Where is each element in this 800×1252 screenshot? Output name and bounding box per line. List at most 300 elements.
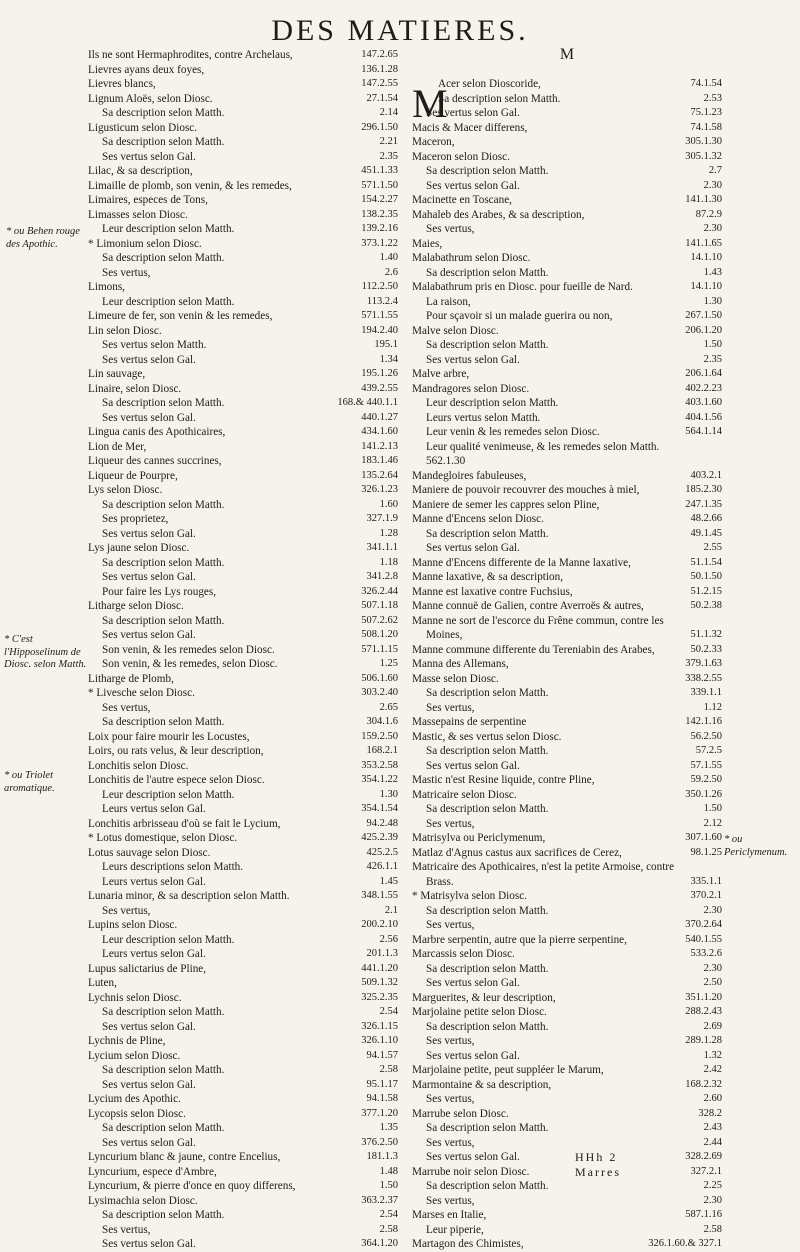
index-entry xyxy=(412,759,722,774)
entry-page-ref: 1.30 xyxy=(379,788,398,800)
entry-text: Malabathrum selon Diosc. xyxy=(412,252,531,264)
index-entry xyxy=(88,193,398,208)
entry-text: Sa description selon Matth. xyxy=(426,1122,549,1134)
entry-text: Sa description selon Matth. xyxy=(426,266,549,279)
entry-text: Martagon des Chimistes, xyxy=(412,1238,524,1250)
entry-text: Ses vertus selon Gal. xyxy=(426,542,520,554)
index-entry xyxy=(412,498,722,513)
entry-page-ref: 2.54 xyxy=(379,1209,398,1220)
index-entry xyxy=(88,817,398,832)
index-entry xyxy=(88,208,398,223)
index-entry xyxy=(412,556,722,571)
entry-page-ref: 75.1.23 xyxy=(690,107,722,118)
index-entry xyxy=(412,730,722,745)
index-entry xyxy=(88,367,398,382)
index-entry xyxy=(88,657,398,672)
entry-text: Lysimachia selon Diosc. xyxy=(88,1194,198,1207)
index-entry xyxy=(412,802,722,817)
entry-page-ref: 288.2.43 xyxy=(685,1006,722,1017)
entry-page-ref: 27.1.54 xyxy=(366,92,398,104)
entry-text: Ses vertus, xyxy=(426,919,475,931)
margin-note-triolet: * ou Triolet aromatique. xyxy=(4,770,55,794)
index-entry xyxy=(88,135,398,150)
entry-text: Leur venin & les remedes selon Diosc. xyxy=(426,426,600,438)
entry-page-ref: 154.2.27 xyxy=(361,194,398,205)
entry-page-ref: 1.40 xyxy=(379,252,398,263)
entry-page-ref: 50.2.33 xyxy=(690,643,722,655)
entry-page-ref: 2.65 xyxy=(379,701,398,713)
entry-page-ref: 508.1.20 xyxy=(361,629,398,640)
entry-page-ref: 376.2.50 xyxy=(361,1136,398,1148)
entry-text: Leur qualité venimeuse, & les remedes selon Matth. xyxy=(426,440,660,453)
index-entry xyxy=(412,599,722,614)
entry-page-ref: 326.1.10 xyxy=(361,1035,398,1046)
entry-text: Manne laxative, & sa description, xyxy=(412,571,563,583)
index-entry xyxy=(88,1092,398,1107)
entry-page-ref: 1.43 xyxy=(703,266,722,278)
entry-text: Malve selon Diosc. xyxy=(412,324,499,337)
index-entry xyxy=(88,701,398,716)
entry-text: Limaires, especes de Tons, xyxy=(88,194,208,206)
index-entry xyxy=(412,628,722,643)
margin-note-hipposelinum: * C'est l'Hipposelinum de Diosc. selon Matth. xyxy=(4,634,87,670)
index-entry xyxy=(88,382,398,397)
index-entry xyxy=(412,846,722,861)
index-entry xyxy=(412,1063,722,1078)
entry-page-ref: 2.14 xyxy=(379,107,398,118)
entry-text: Malabathrum pris en Diosc. pour fueille de Nard. xyxy=(412,281,633,293)
entry-page-ref: 1.45 xyxy=(379,875,398,887)
index-entry xyxy=(88,1049,398,1064)
entry-text: Son venin, & les remedes, selon Diosc. xyxy=(102,658,278,670)
index-entry xyxy=(412,1078,722,1093)
entry-text: Sa description selon Matth. xyxy=(426,803,549,815)
entry-text: Ses vertus selon Gal. xyxy=(426,1151,520,1163)
index-entry xyxy=(88,48,398,63)
index-entry xyxy=(412,309,722,324)
index-entry xyxy=(88,266,398,281)
entry-page-ref: 353.2.58 xyxy=(361,759,398,771)
entry-text: Litharge selon Diosc. xyxy=(88,600,184,612)
entry-text: Leurs descriptions selon Matth. xyxy=(102,861,244,873)
index-entry xyxy=(88,1179,398,1194)
entry-page-ref: 507.1.18 xyxy=(361,600,398,611)
index-entry xyxy=(88,411,398,426)
entry-page-ref: 326.1.60.& 327.1 xyxy=(648,1238,722,1249)
entry-page-ref: 147.2.65 xyxy=(361,49,398,60)
entry-page-ref: 2.7 xyxy=(708,165,722,176)
entry-page-ref xyxy=(719,454,722,469)
entry-page-ref: 14.1.10 xyxy=(690,252,722,263)
entry-page-ref: 327.1.9 xyxy=(366,513,398,524)
index-entry xyxy=(88,1034,398,1049)
entry-text: Lonchitis de l'autre espece selon Diosc. xyxy=(88,774,265,786)
index-entry xyxy=(412,512,722,527)
index-entry xyxy=(88,338,398,353)
entry-text: Ses vertus selon Gal. xyxy=(426,1049,520,1062)
entry-page-ref: 98.1.25 xyxy=(690,846,722,858)
entry-text: Sa description selon Matth. xyxy=(102,614,225,627)
index-entry xyxy=(412,962,722,977)
entry-text: La raison, xyxy=(426,295,471,308)
index-entry xyxy=(88,512,398,527)
entry-page-ref: 2.30 xyxy=(703,904,722,916)
index-entry xyxy=(412,947,722,962)
entry-text: Sa description selon Matth. xyxy=(426,165,549,177)
entry-text: Lievres ayans deux foyes, xyxy=(88,63,205,76)
entry-page-ref: 327.2.1 xyxy=(690,1165,722,1177)
entry-page-ref: 1.25 xyxy=(379,658,398,669)
entry-text: Macis & Macer differens, xyxy=(412,121,528,134)
entry-text: 562.1.30 xyxy=(426,455,466,467)
entry-page-ref: 507.2.62 xyxy=(361,614,398,626)
entry-text: Lingua canis des Apothicaires, xyxy=(88,426,226,438)
entry-text: Mastic, & ses vertus selon Diosc. xyxy=(412,730,562,743)
index-entry xyxy=(412,686,722,701)
entry-text: Brass. xyxy=(426,875,454,888)
entry-text: Sa description selon Matth. xyxy=(102,252,225,264)
entry-text: Marrube selon Diosc. xyxy=(412,1107,509,1120)
entry-page-ref: 564.1.14 xyxy=(685,426,722,437)
entry-text: Sa description selon Matth. xyxy=(426,1180,549,1192)
entry-text: Ses proprietez, xyxy=(102,513,169,525)
entry-page-ref: 439.2.55 xyxy=(361,382,398,394)
section-letter: M xyxy=(559,48,575,63)
entry-page-ref: 139.2.16 xyxy=(361,223,398,234)
entry-page-ref: 1.12 xyxy=(703,701,722,713)
entry-page-ref: 305.1.32 xyxy=(685,150,722,162)
index-entry xyxy=(88,686,398,701)
index-entry xyxy=(88,1107,398,1122)
entry-page-ref: 2.43 xyxy=(703,1122,722,1133)
entry-text: Macinette en Toscane, xyxy=(412,194,512,206)
entry-text: Marjolaine petite selon Diosc. xyxy=(412,1006,547,1018)
index-entry xyxy=(88,106,398,121)
entry-page-ref: 571.1.50 xyxy=(361,179,398,191)
entry-text: Matlaz d'Agnus castus aux sacrifices de Cerez, xyxy=(412,846,622,859)
index-entry xyxy=(412,860,722,875)
entry-page-ref: 2.56 xyxy=(379,933,398,945)
index-entry xyxy=(412,1179,722,1194)
index-entry xyxy=(88,440,398,455)
index-entry xyxy=(88,121,398,136)
index-entry xyxy=(412,672,722,687)
index-entry xyxy=(88,527,398,542)
index-entry xyxy=(88,585,398,600)
index-entry xyxy=(412,1049,722,1064)
entry-text: Sa description selon Matth. xyxy=(426,745,549,757)
index-entry xyxy=(88,309,398,324)
entry-page-ref: 402.2.23 xyxy=(685,382,722,394)
index-entry xyxy=(88,396,398,411)
index-entry xyxy=(412,875,722,890)
entry-page-ref: 2.12 xyxy=(703,817,722,829)
index-entry xyxy=(412,164,722,179)
entry-text: Leur description selon Matth. xyxy=(102,223,235,235)
index-entry xyxy=(88,1237,398,1252)
entry-text: Sa description selon Matth. xyxy=(426,904,549,917)
entry-text: Leurs vertus selon Gal. xyxy=(102,948,206,960)
entry-page-ref: 426.1.1 xyxy=(366,861,398,872)
entry-page-ref: 451.1.33 xyxy=(361,165,398,176)
entry-text: Matricaire selon Diosc. xyxy=(412,788,517,801)
entry-page-ref: 2.25 xyxy=(703,1180,722,1191)
entry-text: Ses vertus, xyxy=(426,701,475,714)
entry-page-ref: 2.69 xyxy=(703,1020,722,1032)
entry-page-ref: 51.2.15 xyxy=(690,585,722,597)
index-entry xyxy=(88,179,398,194)
entry-text: Sa description selon Matth. xyxy=(102,556,225,569)
index-entry xyxy=(88,295,398,310)
entry-page-ref: 51.1.32 xyxy=(690,629,722,640)
entry-text: Manna des Allemans, xyxy=(412,658,509,670)
index-entry xyxy=(88,846,398,861)
index-entry xyxy=(88,251,398,266)
index-entry xyxy=(412,222,722,237)
index-entry xyxy=(88,1165,398,1180)
entry-text: Maniere de semer les cappres selon Pline, xyxy=(412,498,600,511)
entry-page-ref: 135.2.64 xyxy=(361,469,398,481)
entry-page-ref: 403.2.1 xyxy=(690,469,722,481)
entry-text: Lys jaune selon Diosc. xyxy=(88,542,190,554)
entry-page-ref: 200.2.10 xyxy=(361,919,398,930)
entry-text: Sa description selon Matth. xyxy=(102,498,225,511)
entry-text: Ses vertus selon Gal. xyxy=(102,527,196,540)
entry-page-ref: 1.30 xyxy=(703,295,722,307)
entry-text: Lonchitis selon Diosc. xyxy=(88,759,189,772)
entry-text: Ses vertus, xyxy=(102,1223,151,1236)
entry-text: Lycopsis selon Diosc. xyxy=(88,1107,186,1120)
entry-text: Liqueur de Pourpre, xyxy=(88,469,178,482)
entry-text: Lyncurium, espece d'Ambre, xyxy=(88,1165,217,1178)
entry-text: Ses vertus, xyxy=(102,904,151,917)
index-entry xyxy=(88,1136,398,1151)
entry-text: Ses vertus, xyxy=(426,1194,475,1207)
entry-text: Leur description selon Matth. xyxy=(102,933,235,946)
entry-page-ref: 267.1.50 xyxy=(685,310,722,321)
index-entry xyxy=(88,889,398,904)
entry-text: Maceron, xyxy=(412,136,455,148)
entry-page-ref: 56.2.50 xyxy=(690,730,722,742)
entry-page-ref: 335.1.1 xyxy=(690,875,722,887)
entry-text: Loirs, ou rats velus, & leur description, xyxy=(88,745,264,757)
entry-page-ref: 425.2.39 xyxy=(361,832,398,843)
entry-text: Ses vertus, xyxy=(102,701,151,714)
entry-page-ref: 87.2.9 xyxy=(695,208,722,220)
entry-page-ref: 326.1.23 xyxy=(361,484,398,495)
entry-text: Ses vertus, xyxy=(102,266,151,279)
entry-page-ref: 49.1.45 xyxy=(690,527,722,539)
entry-text: Manne d'Encens differente de la Manne laxative, xyxy=(412,556,631,569)
entry-page-ref: 1.50 xyxy=(703,339,722,350)
entry-page-ref: 305.1.30 xyxy=(685,136,722,147)
entry-text: Lignum Aloës, selon Diosc. xyxy=(88,92,213,105)
entry-page-ref: 2.35 xyxy=(379,150,398,162)
entry-page-ref: 168.2.1 xyxy=(366,745,398,756)
index-entry xyxy=(88,962,398,977)
entry-page-ref: 2.6 xyxy=(384,266,398,278)
entry-page-ref: 195.1 xyxy=(374,339,398,350)
entry-text: Leur description selon Matth. xyxy=(102,295,235,308)
entry-page-ref: 354.1.22 xyxy=(361,774,398,785)
index-entry xyxy=(88,875,398,890)
entry-text: Matrisylva ou Periclymenum, xyxy=(412,832,546,844)
section-letter-spacer xyxy=(412,63,722,78)
entry-page-ref: 339.1.1 xyxy=(690,687,722,698)
entry-page-ref: 326.1.15 xyxy=(361,1020,398,1032)
index-entry xyxy=(88,1121,398,1136)
entry-page-ref: 1.50 xyxy=(379,1180,398,1191)
index-entry xyxy=(412,904,722,919)
entry-page-ref: 206.1.20 xyxy=(685,324,722,336)
entry-page-ref: 328.2.69 xyxy=(685,1151,722,1162)
entry-text: Ses vertus, xyxy=(426,223,475,235)
entry-text: Linaire, selon Diosc. xyxy=(88,382,182,395)
entry-page-ref: 2.42 xyxy=(703,1064,722,1075)
index-entry xyxy=(88,483,398,498)
entry-page-ref: 348.1.55 xyxy=(361,890,398,901)
index-entry xyxy=(412,237,722,252)
entry-page-ref: 2.50 xyxy=(703,977,722,988)
index-entry xyxy=(88,1005,398,1020)
entry-text: Ses vertus selon Gal. xyxy=(102,629,196,641)
entry-text: Marcassis selon Diosc. xyxy=(412,948,515,960)
entry-text: Maniere de pouvoir recouvrer des mouches à miel, xyxy=(412,484,640,496)
entry-text: Ils ne sont Hermaphrodites, contre Archelaus, xyxy=(88,49,293,61)
entry-page-ref: 571.1.15 xyxy=(361,643,398,655)
index-entry xyxy=(88,150,398,165)
entry-text: Marmontaine & sa description, xyxy=(412,1078,552,1091)
entry-text: Limasses selon Diosc. xyxy=(88,208,188,221)
index-entry xyxy=(412,643,722,658)
entry-text: Ses vertus selon Gal. xyxy=(426,179,520,192)
index-entry xyxy=(88,63,398,78)
entry-text: Ses vertus selon Gal. xyxy=(102,571,196,583)
index-entry xyxy=(88,353,398,368)
entry-page-ref: 2.30 xyxy=(703,1194,722,1206)
index-entry xyxy=(88,570,398,585)
entry-text: Ses vertus selon Gal. xyxy=(102,1020,196,1033)
entry-text: Leur description selon Matth. xyxy=(102,788,235,801)
entry-page-ref: 181.1.3 xyxy=(366,1151,398,1162)
index-entry xyxy=(412,77,722,92)
entry-text: Moines, xyxy=(426,629,463,641)
index-entry xyxy=(88,918,398,933)
entry-page-ref: 296.1.50 xyxy=(361,121,398,133)
index-entry xyxy=(88,802,398,817)
index-entry xyxy=(412,1107,722,1122)
entry-text: Matricaire des Apothicaires, n'est la petite Armoise, contre xyxy=(412,861,675,873)
entry-page-ref: 74.1.58 xyxy=(690,121,722,133)
index-entry xyxy=(412,817,722,832)
entry-text: Liqueur des cannes succrines, xyxy=(88,455,222,467)
index-entry xyxy=(88,324,398,339)
entry-text: Leurs vertus selon Gal. xyxy=(102,803,206,815)
index-entry xyxy=(412,1136,722,1151)
entry-page-ref: 2.35 xyxy=(703,353,722,365)
entry-page-ref: 57.2.5 xyxy=(695,745,722,756)
entry-page-ref: 206.1.64 xyxy=(685,368,722,379)
entry-text: Lychnis de Pline, xyxy=(88,1035,166,1047)
entry-page-ref: 1.50 xyxy=(703,803,722,814)
entry-text: Limeure de fer, son venin & les remedes, xyxy=(88,310,273,322)
entry-page-ref: 142.1.16 xyxy=(685,716,722,727)
index-entry xyxy=(412,788,722,803)
entry-page-ref: 2.44 xyxy=(703,1136,722,1148)
entry-page-ref: 403.1.60 xyxy=(685,397,722,408)
entry-text: Lycium selon Diosc. xyxy=(88,1049,181,1062)
entry-page-ref: 50.1.50 xyxy=(690,571,722,582)
index-entry xyxy=(412,715,722,730)
entry-text: Pour sçavoir si un malade guerira ou non, xyxy=(426,310,613,322)
entry-page-ref: 51.1.54 xyxy=(690,556,722,568)
entry-text: Ses vertus selon Gal. xyxy=(102,1078,196,1091)
entry-text: Ses vertus selon Gal. xyxy=(102,1238,196,1250)
entry-page-ref: 533.2.6 xyxy=(690,948,722,959)
entry-text: Limaille de plomb, son venin, & les remedes, xyxy=(88,179,292,192)
index-entry xyxy=(88,947,398,962)
entry-text: Ses vertus selon Gal. xyxy=(102,353,196,366)
entry-page-ref: 587.1.16 xyxy=(685,1209,722,1220)
entry-text: Sa description selon Matth. xyxy=(102,136,225,148)
index-entry xyxy=(412,121,722,136)
index-entry xyxy=(88,1020,398,1035)
index-entry xyxy=(88,222,398,237)
entry-page-ref: 328.2 xyxy=(698,1107,722,1119)
entry-text: Sa description selon Matth. xyxy=(438,92,561,105)
entry-page-ref: 303.2.40 xyxy=(361,687,398,698)
entry-page-ref: 94.2.48 xyxy=(366,817,398,829)
entry-text: Acer selon Dioscoride, xyxy=(438,78,541,90)
index-entry xyxy=(412,991,722,1006)
signature-mark xyxy=(575,1150,800,1180)
index-entry xyxy=(88,425,398,440)
index-entry xyxy=(412,150,722,165)
index-entry xyxy=(88,469,398,484)
drop-cap-letter: M xyxy=(412,81,448,126)
index-entry xyxy=(88,976,398,991)
index-entry xyxy=(88,498,398,513)
entry-text: Leurs vertus selon Gal. xyxy=(102,875,206,888)
index-entry xyxy=(412,382,722,397)
entry-page-ref: 1.34 xyxy=(379,353,398,365)
entry-page-ref: 59.2.50 xyxy=(690,774,722,785)
entry-page-ref: 2.21 xyxy=(379,136,398,147)
entry-text: Ses vertus, xyxy=(426,1035,475,1047)
entry-page-ref: 141.1.65 xyxy=(685,237,722,249)
entry-text: Marrube noir selon Diosc. xyxy=(412,1165,530,1178)
index-entry xyxy=(412,1194,722,1209)
entry-text: Manne est laxative contre Fuchsius, xyxy=(412,585,573,598)
index-entry xyxy=(88,541,398,556)
entry-text: Marbre serpentin, autre que la pierre serpentine, xyxy=(412,933,627,946)
index-entry xyxy=(412,266,722,281)
entry-text: Maies, xyxy=(412,237,443,250)
entry-text: Mandragores selon Diosc. xyxy=(412,382,530,395)
entry-text: Sa description selon Matth. xyxy=(102,107,225,119)
entry-page-ref: 141.2.13 xyxy=(361,440,398,452)
entry-page-ref: 2.58 xyxy=(379,1223,398,1235)
entry-text: Ligusticum selon Diosc. xyxy=(88,121,198,134)
entry-text: * Lotus domestique, selon Diosc. xyxy=(88,832,238,844)
index-entry xyxy=(412,208,722,223)
entry-text: Ses vertus, xyxy=(426,1093,475,1105)
entry-page-ref: 113.2.4 xyxy=(366,295,398,307)
index-entry xyxy=(88,164,398,179)
index-entry xyxy=(88,788,398,803)
index-entry xyxy=(412,1237,722,1252)
entry-page-ref: 341.1.1 xyxy=(366,542,398,553)
